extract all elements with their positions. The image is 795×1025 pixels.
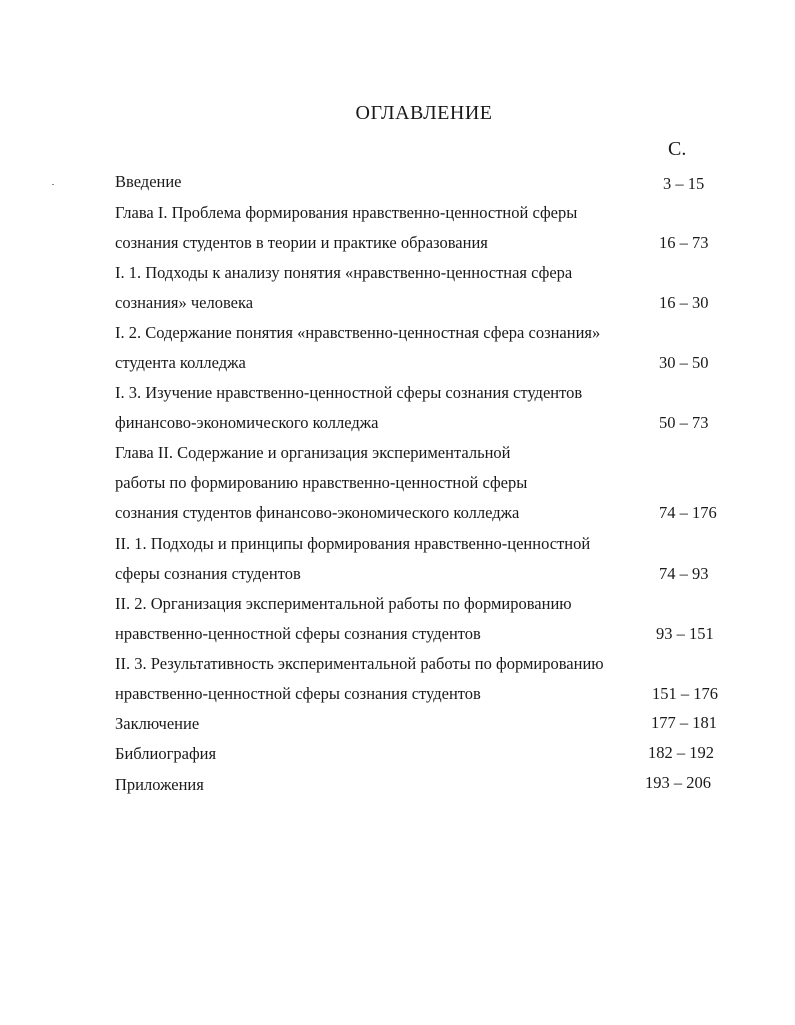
toc-entry-section-2-3-line2: нравственно-ценностной сферы сознания студентов: [115, 684, 481, 703]
toc-entry-chapter1-line2: сознания студентов в теории и практике образования: [115, 233, 488, 252]
toc-entry-section-1-1-pages: 16 – 30: [659, 293, 709, 312]
scan-speck: [52, 184, 54, 185]
toc-entry-appendices-line: Приложения: [115, 775, 204, 794]
toc-entry-chapter2-line3: сознания студентов финансово-экономического колледжа: [115, 503, 520, 522]
page-title: ОГЛАВЛЕНИЕ: [355, 102, 493, 124]
toc-entry-section-2-1-line2: сферы сознания студентов: [115, 564, 301, 583]
toc-entry-chapter1-line1: Глава I. Проблема формирования нравственно-ценностной сферы: [115, 203, 578, 222]
toc-entry-section-2-2-line1: II. 2. Организация экспериментальной работы по формированию: [115, 594, 572, 613]
toc-entry-section-2-2-line2: нравственно-ценностной сферы сознания студентов: [115, 624, 481, 643]
toc-entry-section-2-3-pages: 151 – 176: [652, 684, 718, 703]
toc-entry-section-1-3-pages: 50 – 73: [659, 413, 709, 432]
toc-entry-section-1-2-pages: 30 – 50: [659, 353, 709, 372]
toc-entry-section-2-3-line1: II. 3. Результативность экспериментальной работы по формированию: [115, 654, 604, 673]
toc-entry-intro-line: Введение: [115, 172, 182, 191]
toc-entry-section-2-1-pages: 74 – 93: [659, 564, 709, 583]
toc-entry-section-1-3-line2: финансово-экономического колледжа: [115, 413, 379, 432]
toc-entry-conclusion-pages: 177 – 181: [651, 713, 717, 732]
toc-entry-chapter2-pages: 74 – 176: [659, 503, 717, 522]
toc-entry-conclusion-line: Заключение: [115, 714, 200, 733]
toc-entry-section-1-3-line1: I. 3. Изучение нравственно-ценностной сферы сознания студентов: [115, 383, 583, 402]
toc-entry-section-1-2-line2: студента колледжа: [115, 353, 246, 372]
toc-entry-section-2-2-pages: 93 – 151: [656, 624, 714, 643]
toc-entry-chapter2-line1: Глава II. Содержание и организация экспериментальной: [115, 443, 511, 462]
toc-entry-section-1-1-line2: сознания» человека: [115, 293, 254, 312]
toc-entry-chapter2-line2: работы по формированию нравственно-ценностной сферы: [115, 473, 528, 492]
toc-entry-chapter1-pages: 16 – 73: [659, 233, 709, 252]
toc-entry-appendices-pages: 193 – 206: [645, 773, 711, 792]
toc-entry-intro-pages: 3 – 15: [663, 174, 705, 193]
toc-entry-section-1-1-line1: I. 1. Подходы к анализу понятия «нравственно-ценностная сфера: [115, 263, 573, 282]
toc-entry-section-2-1-line1: II. 1. Подходы и принципы формирования нравственно-ценностной: [115, 534, 591, 553]
toc-entry-section-1-2-line1: I. 2. Содержание понятия «нравственно-ценностная сфера сознания»: [115, 323, 601, 342]
page-column-label: С.: [668, 138, 687, 160]
toc-entry-bibliography-line: Библиография: [115, 744, 217, 763]
toc-entry-bibliography-pages: 182 – 192: [648, 743, 714, 762]
